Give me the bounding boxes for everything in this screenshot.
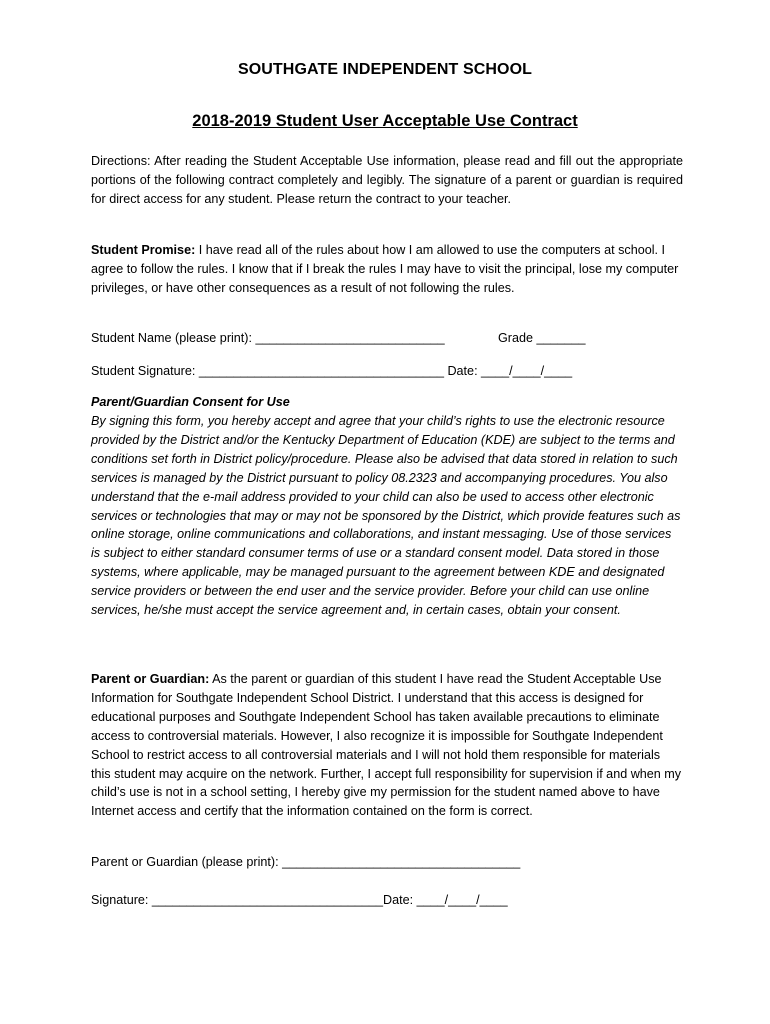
consent-paragraph: By signing this form, you hereby accept and agree that your child’s rights to use the electronic resource provided by the District and/or the Kentucky Department of Education (KDE) are subject to the terms and conditions set forth in District policy/procedure. Please also be advised that data stored in relation to such services is managed by the District pursuant to policy 08.2323 and accompanying procedures. You also understand that the e-mail address provided to your child can also be used to access other electronic services or technologies that may or may not be sponsored by the District, which provide features such as online storage, online communications and collaborations, and instant messaging. Use of those services is subject to either standard consumer terms of use or a standard consent model. Data stored in those systems, where applicable, may be managed pursuant to the agreement between KDE and designated service providers or between the end user and the service provider. Before your child can use online services, he/she must accept the service agreement and, in certain cases, obtain your consent. (91, 414, 681, 618)
parent-name-field[interactable]: Parent or Guardian (please print): __________________________________ (91, 855, 521, 869)
parent-guardian-paragraph (91, 670, 683, 821)
parent-guardian-text: As the parent or guardian of this student I have read the Student Acceptable Use Information for Southgate Independent School District. I understand that this access is designed for educational purposes and Southgate Independent School has taken available precautions to eliminate access to controversial materials. However, I also recognize it is impossible for Southgate Independent School to restrict access to all controversial materials and I will not hold them responsible for materials this student may acquire on the network. Further, I accept full responsibility for supervision if and when my child’s use is not in a school setting, I hereby give my permission for the student named above to have Internet access and certify that the information contained on the form is correct. (91, 672, 682, 819)
grade-field[interactable]: Grade _______ (498, 331, 586, 345)
parent-signature-field[interactable]: Signature: _________________________________Date: ____/____/____ (91, 893, 508, 907)
student-name-field[interactable]: Student Name (please print): ___________________________ (91, 331, 445, 345)
school-name: SOUTHGATE INDEPENDENT SCHOOL (237, 61, 533, 78)
document-title: 2018-2019 Student User Acceptable Use Contract (192, 112, 578, 130)
student-promise-label: Student Promise: (91, 243, 196, 257)
consent-heading: Parent/Guardian Consent for Use (91, 395, 290, 409)
student-promise-text: I have read all of the rules about how I am allowed to use the computers at school. I agree to follow the rules. I know that if I break the rules I may have to visit the principal, lose my computer privileges, or have other consequences as a result of not following the rules. (91, 243, 679, 295)
student-promise-paragraph (91, 241, 683, 298)
directions-paragraph: Directions: After reading the Student Acceptable Use information, please read and fill out the appropriate portions of the following contract completely and legibly. The signature of a parent or guardian is required for direct access for any student. Please return the contract to your teacher. (91, 154, 683, 206)
parent-guardian-label: Parent or Guardian: (91, 672, 210, 686)
student-signature-field[interactable]: Student Signature: ___________________________________ Date: ____/____/____ (91, 364, 573, 378)
